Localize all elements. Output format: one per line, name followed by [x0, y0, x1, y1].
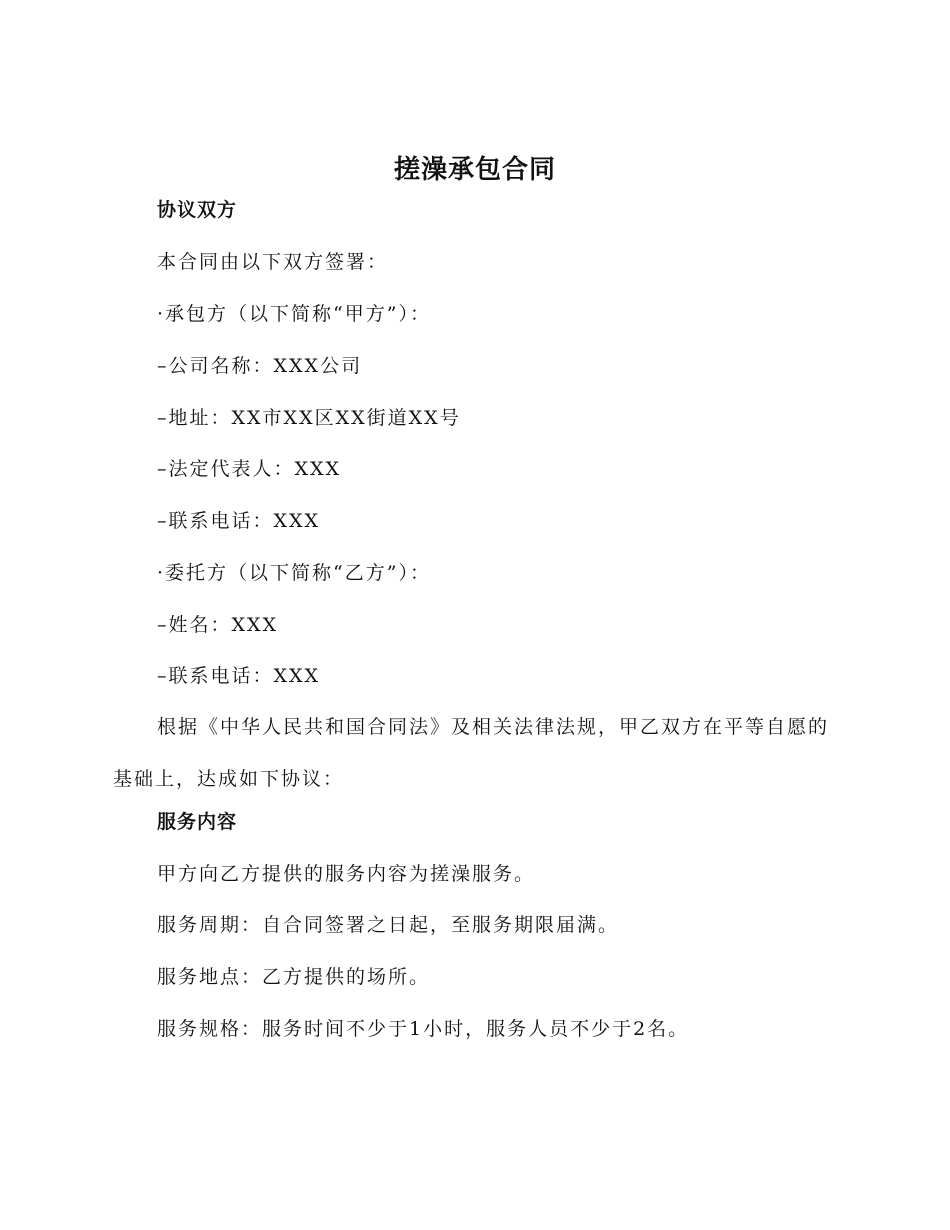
section-heading-service: 服务内容 — [157, 811, 238, 833]
party-a-company: –公司名称：XXX公司 — [157, 355, 363, 377]
party-b-name: –姓名：XXX — [157, 614, 279, 636]
service-spec: 服务规格：服务时间不少于1小时，服务人员不少于2名。 — [157, 1018, 690, 1040]
section-heading-parties: 协议双方 — [157, 199, 238, 221]
document-title: 搓澡承包合同 — [393, 155, 556, 185]
service-location: 服务地点：乙方提供的场所。 — [157, 966, 431, 988]
party-b-label: ·委托方（以下简称“乙方”）： — [157, 562, 431, 584]
legal-basis-paragraph: 根据《中华人民共和国合同法》及相关法律法规，甲乙双方在平等自愿的基础上，达成如下协议： — [113, 716, 830, 790]
party-a-label: ·承包方（以下简称“甲方”）： — [157, 303, 431, 325]
parties-intro: 本合同由以下双方签署： — [157, 251, 389, 273]
party-a-address: –地址：XX市XX区XX街道XX号 — [157, 407, 461, 429]
service-content: 甲方向乙方提供的服务内容为搓澡服务。 — [157, 863, 536, 885]
party-a-representative: –法定代表人：XXX — [157, 458, 342, 480]
party-b-phone: –联系电话：XXX — [157, 665, 321, 687]
service-period: 服务周期：自合同签署之日起，至服务期限届满。 — [157, 914, 620, 936]
party-a-phone: –联系电话：XXX — [157, 510, 321, 532]
